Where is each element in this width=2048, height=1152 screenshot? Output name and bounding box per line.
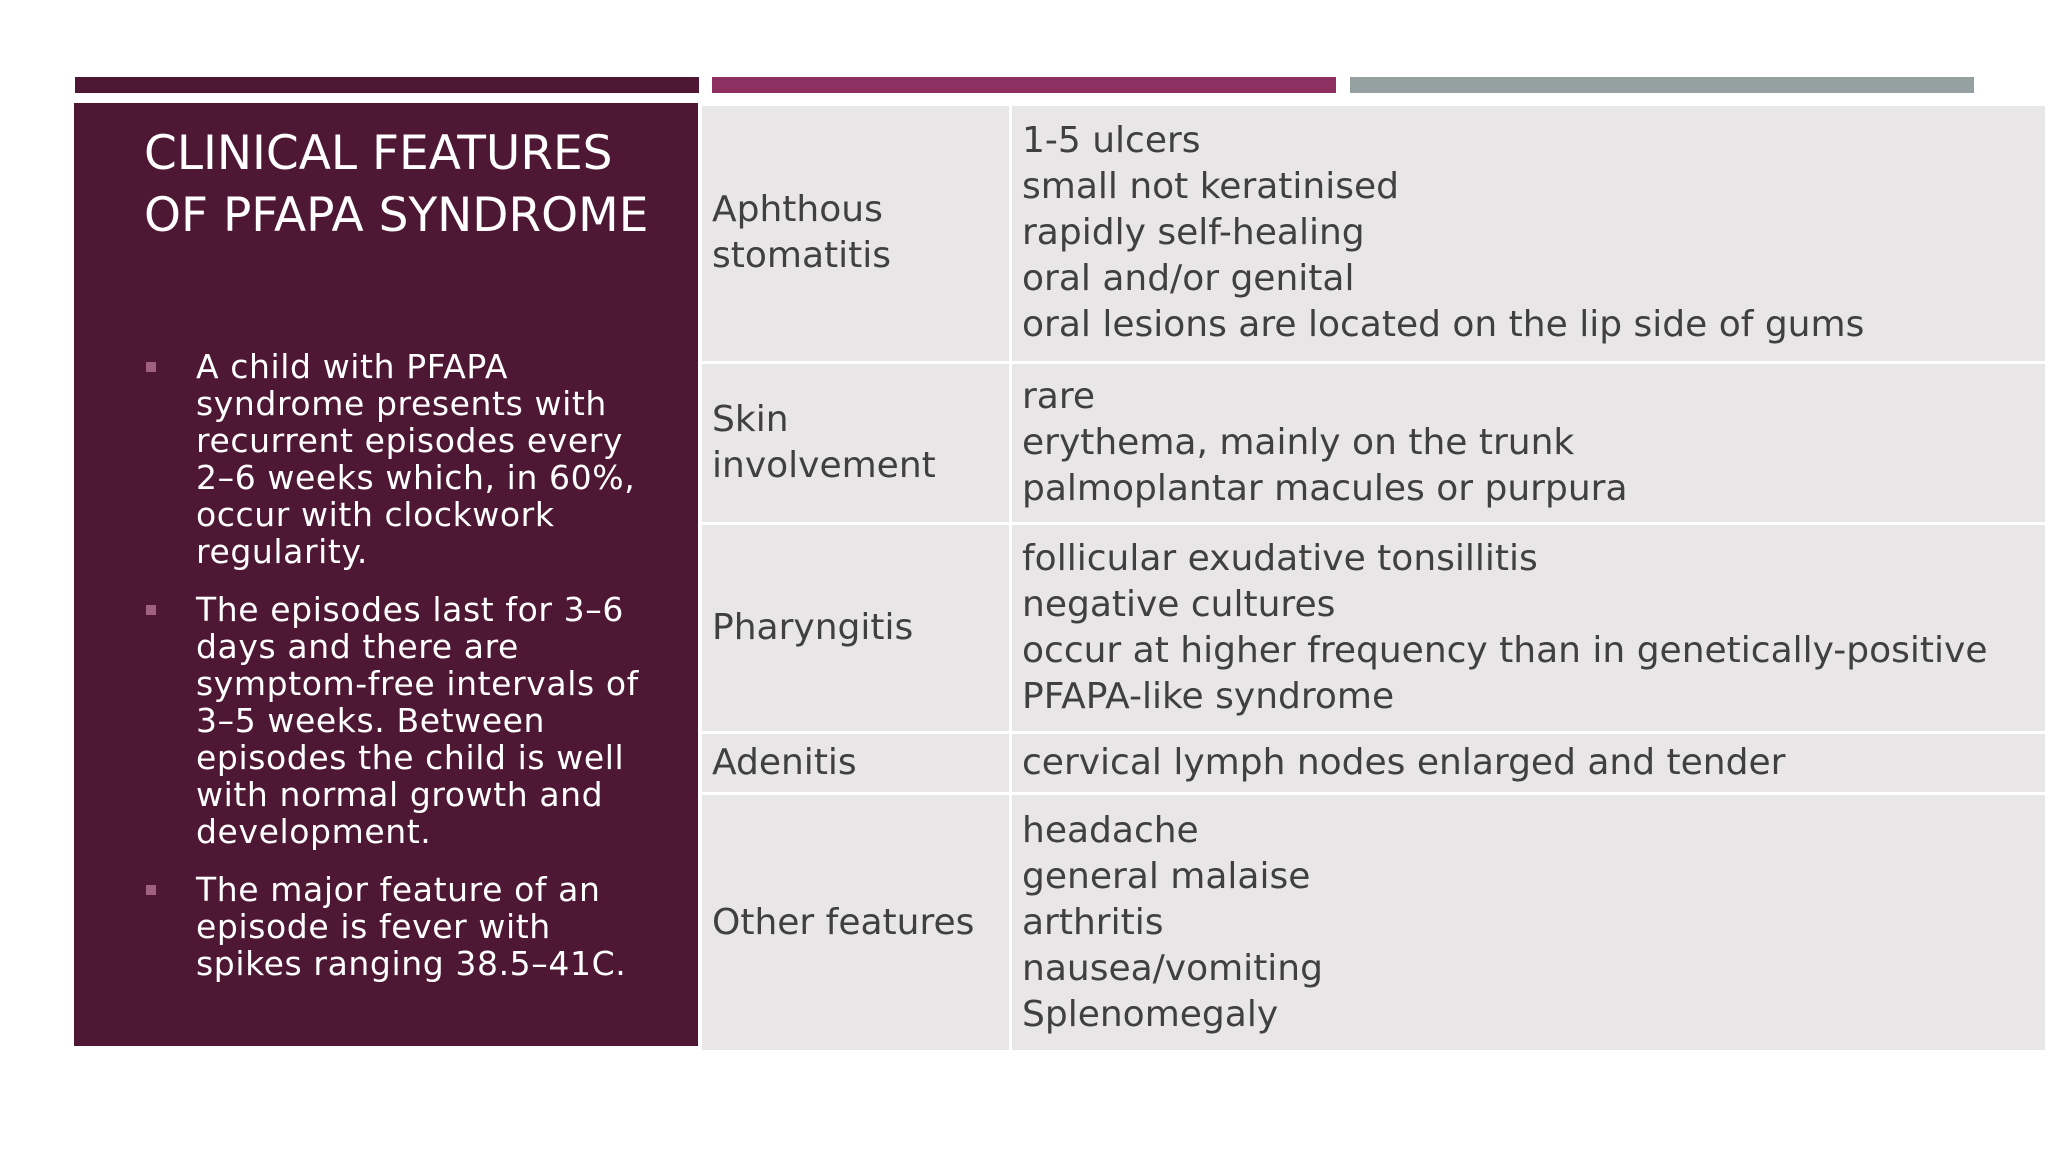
detail-line: palmoplantar macules or purpura <box>1022 468 1628 509</box>
table-row <box>701 732 2047 793</box>
feature-details-cell <box>1011 105 2047 363</box>
detail-line: headache <box>1022 809 1199 851</box>
table-row <box>701 105 2047 363</box>
square-bullet-icon <box>146 605 156 615</box>
feature-details-cell <box>1011 524 2047 733</box>
detail-line: negative cultures <box>1022 583 1336 625</box>
square-bullet-icon <box>146 362 156 372</box>
detail-line: follicular exudative tonsillitis <box>1022 537 1538 579</box>
feature-name-cell: Other features <box>701 794 1011 1052</box>
bullet-text: The episodes last for 3–6 days and there are symptom-free intervals of 3–5 weeks. Between episodes the child is well with normal growth and development. <box>196 590 639 851</box>
bullet-item <box>144 591 644 850</box>
accent-bar-magenta <box>712 77 1336 93</box>
detail-line: erythema, mainly on the trunk <box>1022 422 1575 463</box>
bullet-text: A child with PFAPA syndrome presents with recurrent episodes every 2–6 weeks which, in 60%, occur with clockwork regularity. <box>196 347 636 571</box>
detail-line: cervical lymph nodes enlarged and tender <box>1022 741 1786 783</box>
feature-name-cell: Adenitis <box>701 732 1011 793</box>
square-bullet-icon <box>146 885 156 895</box>
clinical-features-table <box>699 103 2048 1053</box>
feature-name-cell: Pharyngitis <box>701 524 1011 733</box>
detail-line: occur at higher frequency than in genetically-positive PFAPA-like syndrome <box>1022 629 1988 717</box>
bullet-item <box>144 348 644 570</box>
slide-title: CLINICAL FEATURES OF PFAPA SYNDROME <box>144 126 649 243</box>
feature-details-cell <box>1011 362 2047 523</box>
detail-line: nausea/vomiting <box>1022 947 1323 989</box>
detail-line: general malaise <box>1022 855 1311 897</box>
detail-line: oral and/or genital <box>1022 258 1355 300</box>
detail-line: Splenomegaly <box>1022 993 1279 1035</box>
bullet-text: The major feature of an episode is fever with spikes ranging 38.5–41C. <box>196 870 627 983</box>
accent-bar-gray <box>1350 77 1974 93</box>
table-row <box>701 362 2047 523</box>
feature-name-cell: Skin involvement <box>701 362 1011 523</box>
title-panel <box>74 103 698 1046</box>
detail-line: small not keratinised <box>1022 166 1399 208</box>
bullet-item <box>144 871 644 982</box>
accent-bar-dark <box>75 77 699 93</box>
bullet-list <box>144 348 644 1003</box>
detail-line: rare <box>1022 376 1096 417</box>
feature-name-cell: Aphthous stomatitis <box>701 105 1011 363</box>
feature-details-cell <box>1011 732 2047 793</box>
detail-line: oral lesions are located on the lip side of gums <box>1022 304 1865 346</box>
table-row <box>701 794 2047 1052</box>
feature-details-cell <box>1011 794 2047 1052</box>
detail-line: arthritis <box>1022 901 1164 943</box>
detail-line: rapidly self-healing <box>1022 212 1365 254</box>
table-row <box>701 524 2047 733</box>
detail-line: 1-5 ulcers <box>1022 120 1201 162</box>
